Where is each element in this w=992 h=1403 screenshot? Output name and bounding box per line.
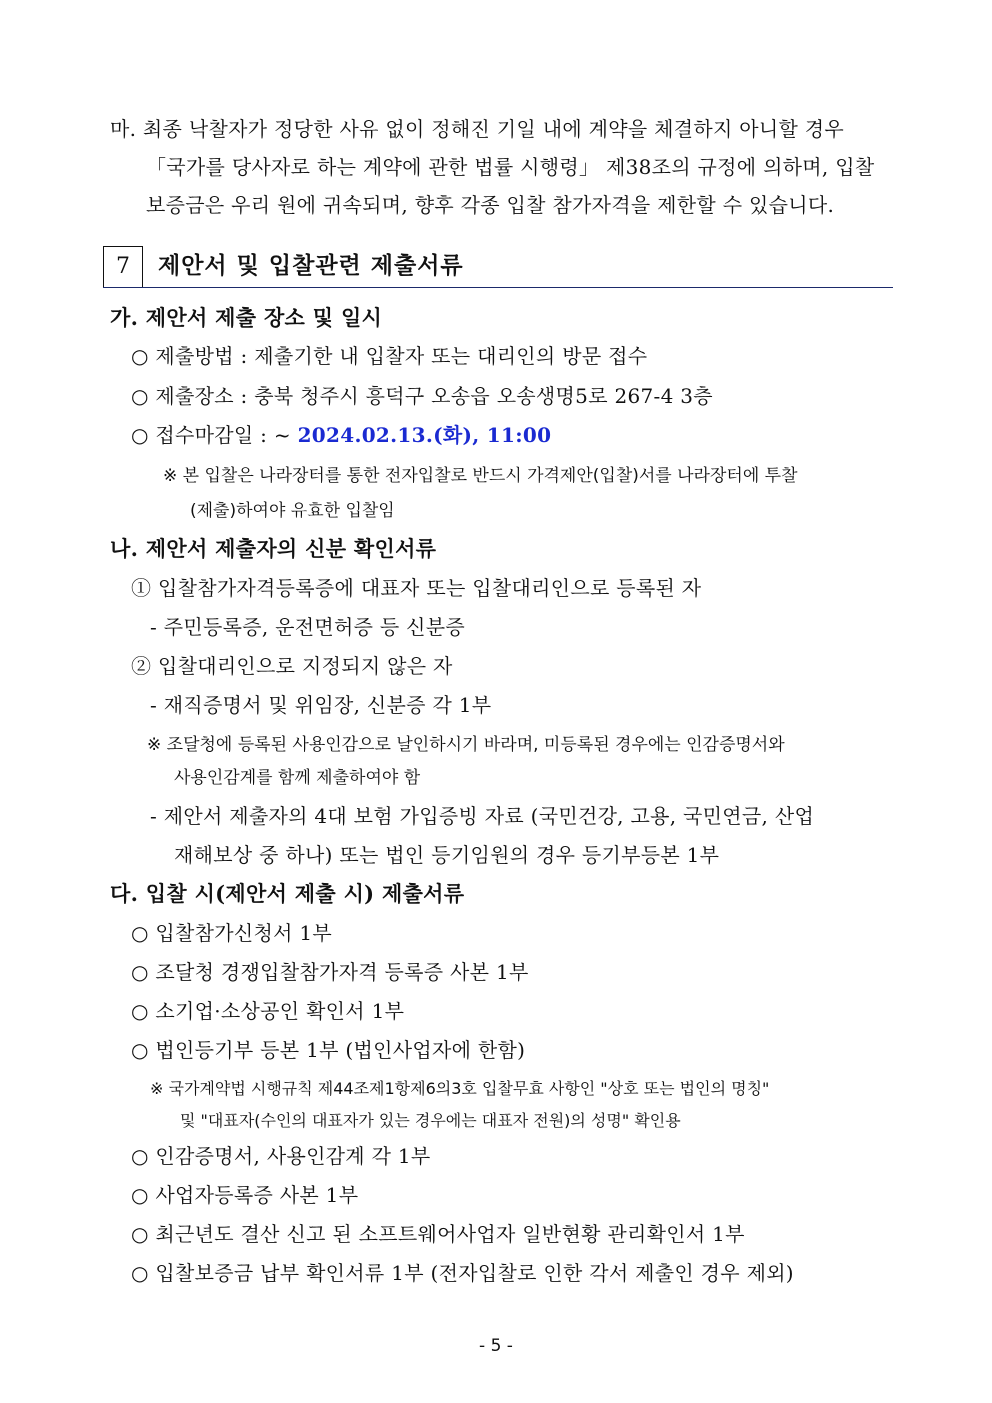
na-note-2: 사용인감계를 함께 제출하여야 함 [174, 768, 421, 788]
submit-deadline [131, 421, 551, 449]
intro-line-2: 「국가를 당사자로 하는 계약에 관한 법률 시행령」 제38조의 규정에 의하며, 입찰 [146, 155, 875, 179]
na-note-1: ※ 조달청에 등록된 사용인감으로 날인하시기 바라며, 미등록된 경우에는 인감증명서와 [147, 735, 785, 755]
na-item-2-sub: - 재직증명서 및 위임장, 신분증 각 1부 [150, 693, 492, 717]
intro-line-1: 마. 최종 낙찰자가 정당한 사유 없이 정해진 기일 내에 계약을 체결하지 아니할 경우 [110, 117, 845, 141]
list-item: ○ 최근년도 결산 신고 된 소프트웨어사업자 일반현황 관리확인서 1부 [131, 1222, 745, 1246]
na-extra-2: 재해보상 중 하나) 또는 법인 등기임원의 경우 등기부등본 1부 [174, 843, 720, 867]
section-divider [103, 287, 893, 288]
na-item-1: ① 입찰참가자격등록증에 대표자 또는 입찰대리인으로 등록된 자 [131, 576, 702, 600]
da-note-1: ※ 국가계약법 시행규칙 제44조제1항제6의3호 입찰무효 사항인 "상호 또는 법인의 명칭" [150, 1079, 770, 1098]
list-item: ○ 법인등기부 등본 1부 (법인사업자에 한함) [131, 1038, 526, 1062]
da-note-2: 및 "대표자(수인의 대표자가 있는 경우에는 대표자 전원)의 성명" 확인용 [180, 1111, 681, 1130]
deadline-value: 2024.02.13.(화), 11:00 [297, 423, 552, 447]
list-item: ○ 인감증명서, 사용인감계 각 1부 [131, 1144, 431, 1168]
na-extra-1: - 제안서 제출자의 4대 보험 가입증빙 자료 (국민건강, 고용, 국민연금, 산업 [150, 804, 815, 828]
deadline-label: ○ 접수마감일 : ~ [131, 423, 298, 447]
page-number: - 5 - [479, 1336, 513, 1356]
list-item: ○ 소기업·소상공인 확인서 1부 [131, 999, 405, 1023]
section-number-box: 7 [103, 246, 143, 288]
heading-ga: 가. 제안서 제출 장소 및 일시 [110, 305, 383, 330]
submit-place: ○ 제출장소 : 충북 청주시 흥덕구 오송읍 오송생명5로 267-4 3층 [131, 384, 713, 408]
section-title: 제안서 및 입찰관련 제출서류 [158, 252, 464, 279]
list-item: ○ 입찰참가신청서 1부 [131, 921, 333, 945]
list-item: ○ 조달청 경쟁입찰참가자격 등록증 사본 1부 [131, 960, 529, 984]
heading-na: 나. 제안서 제출자의 신분 확인서류 [110, 536, 437, 561]
note-naraj-1: ※ 본 입찰은 나라장터를 통한 전자입찰로 반드시 가격제안(입찰)서를 나라장터에 투찰 [163, 466, 798, 486]
heading-da: 다. 입찰 시(제안서 제출 시) 제출서류 [110, 881, 465, 906]
intro-line-3: 보증금은 우리 원에 귀속되며, 향후 각종 입찰 참가자격을 제한할 수 있습니다. [146, 193, 835, 217]
na-item-1-sub: - 주민등록증, 운전면허증 등 신분증 [150, 615, 466, 639]
list-item: ○ 입찰보증금 납부 확인서류 1부 (전자입찰로 인한 각서 제출인 경우 제외) [131, 1261, 794, 1285]
na-item-2: ② 입찰대리인으로 지정되지 않은 자 [131, 654, 453, 678]
note-naraj-2: (제출)하여야 유효한 입찰임 [190, 501, 395, 521]
list-item: ○ 사업자등록증 사본 1부 [131, 1183, 359, 1207]
submit-method: ○ 제출방법 : 제출기한 내 입찰자 또는 대리인의 방문 접수 [131, 344, 648, 368]
